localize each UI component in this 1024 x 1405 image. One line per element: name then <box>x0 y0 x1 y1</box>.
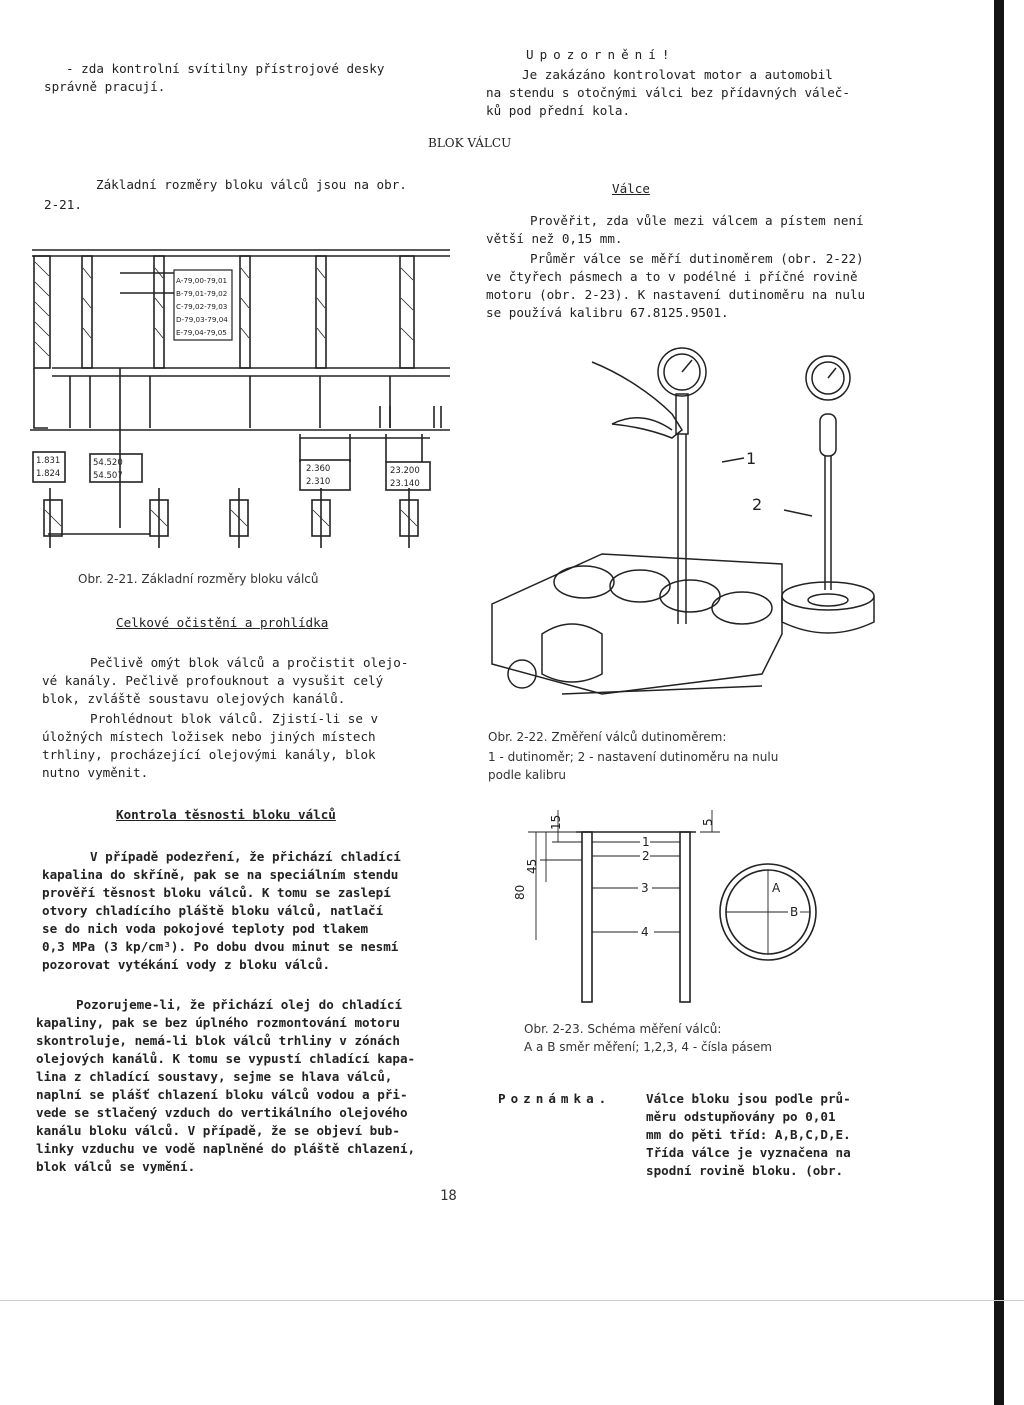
fig223-axis-a: A <box>772 881 781 895</box>
cisteni-p2-line-2: úložných místech ložisek nebo jiných místech <box>42 729 376 744</box>
poznamka-line-2: měru odstupňovány po 0,01 <box>646 1109 836 1124</box>
fig223-zone-1: 1 <box>642 835 650 849</box>
valce-p2-line-1: Průměr válce se měří dutinoměrem (obr. 2-22) <box>530 251 864 266</box>
cisteni-p2-line-3: trhliny, procházející olejovými kanály, blok <box>42 747 376 762</box>
fig221-dim2-a: 54.520 <box>93 458 123 468</box>
blok-intro-line-2: 2-21. <box>44 197 82 212</box>
fig223-zone-3: 3 <box>641 881 649 895</box>
fig221-table-row-d: D-79,03-79,04 <box>176 315 228 324</box>
fig221-dim4-b: 23.140 <box>390 479 420 489</box>
figure-2-23-caption-line-2: A a B směr měření; 1,2,3, 4 - čísla pásem <box>524 1040 772 1054</box>
intro-line-1: - zda kontrolní svítilny přístrojové desky <box>66 61 385 76</box>
blok-intro-line-1: Základní rozměry bloku válců jsou na obr. <box>96 177 407 192</box>
fig223-dim-45: 45 <box>525 858 539 874</box>
tesnost-p2-line-8: kanálu bloku válců. V případě, že se objeví bub- <box>36 1123 400 1138</box>
fig223-dim-5: 5 <box>701 818 715 826</box>
cisteni-p2-line-4: nutno vyměnit. <box>42 765 149 780</box>
fig223-zone-4: 4 <box>641 925 649 939</box>
tesnost-p2-line-2: kapaliny, pak se bez úplného rozmontování motoru <box>36 1015 400 1030</box>
tesnost-p1-line-7: pozorovat vytékání vody z bloku válců. <box>42 957 331 972</box>
upozorneni-line-3: ků pod přední kola. <box>486 103 631 118</box>
valce-p1-line-2: větší než 0,15 mm. <box>486 231 623 246</box>
tesnost-p1-line-1: V případě podezření, že přichází chladící <box>90 849 401 864</box>
tesnost-p1-line-6: 0,3 MPa (3 kp/cm³). Po dobu dvou minut se nesmí <box>42 939 399 954</box>
tesnost-p2-line-6: naplní se plášť chlazení bloku válců vodou a při- <box>36 1087 408 1102</box>
tesnost-p2-line-1: Pozorujeme-li, že přichází olej do chladící <box>76 997 403 1012</box>
figure-2-21-caption: Obr. 2-21. Základní rozměry bloku válců <box>78 572 319 586</box>
valce-p2-line-4: se používá kalibru 67.8125.9501. <box>486 305 729 320</box>
valce-p1-line-1: Prověřit, zda vůle mezi válcem a pístem není <box>530 213 864 228</box>
tesnost-p1-line-3: prověří těsnost bloku válců. K tomu se zaslepí <box>42 885 391 900</box>
intro-line-2: správně pracují. <box>44 79 166 94</box>
fig221-table-row-b: B-79,01-79,02 <box>176 289 228 298</box>
upozorneni-line-2: na stendu s otočnými válci bez přídavných váleč- <box>486 85 850 100</box>
tesnost-p2-line-10: blok válců se vymění. <box>36 1159 196 1174</box>
cisteni-p1-line-2: vé kanály. Pečlivě profouknout a vysušit celý <box>42 673 384 688</box>
tesnost-p2-line-5: lina z chladící soustavy, sejme se hlava válců, <box>36 1069 393 1084</box>
poznamka-line-5: spodní rovině bloku. (obr. <box>646 1163 844 1178</box>
cisteni-p2-line-1: Prohlédnout blok válců. Zjistí-li se v <box>90 711 379 726</box>
cisteni-p1-line-1: Pečlivě omýt blok válců a pročistit olejo- <box>90 655 409 670</box>
tesnost-p2-line-7: vede se stlačený vzduch do vertikálního olejového <box>36 1105 408 1120</box>
tesnost-p1-line-5: se do nich voda pokojové teploty pod tlakem <box>42 921 369 936</box>
valce-heading: Válce <box>612 181 650 196</box>
fig221-dim1-b: 1.824 <box>36 469 61 479</box>
figure-2-22-bore-gauge-illustration <box>482 334 892 714</box>
figure-2-22-caption-line-1: Obr. 2-22. Změření válců dutinoměrem: <box>488 730 727 744</box>
fig223-zone-2: 2 <box>642 849 650 863</box>
tesnost-p2-line-4: olejových kanálů. K tomu se vypustí chladící kapa- <box>36 1051 416 1066</box>
fig221-dim4-a: 23.200 <box>390 466 420 476</box>
tesnost-p2-line-9: linky vzduchu ve vodě naplněné do pláště chlazení, <box>36 1141 416 1156</box>
fig223-dim-80: 80 <box>513 884 527 900</box>
figure-2-23-caption-line-1: Obr. 2-23. Schéma měření válců: <box>524 1022 722 1036</box>
tesnost-p2-line-3: skontroluje, nemá-li blok válců trhliny v zónách <box>36 1033 400 1048</box>
figure-2-23-measurement-scheme <box>500 800 840 1010</box>
fig221-dim3-b: 2.310 <box>306 477 331 487</box>
figure-2-21-block-dimensions <box>30 248 455 558</box>
fig221-table-row-c: C-79,02-79,03 <box>176 302 228 311</box>
poznamka-line-3: mm do pěti tříd: A,B,C,D,E. <box>646 1127 851 1142</box>
fig221-dim2-b: 54.507 <box>93 471 123 481</box>
section-title: BLOK VÁLCU <box>428 136 512 150</box>
cisteni-p1-line-3: blok, zvláště soustavu olejových kanálů. <box>42 691 346 706</box>
upozorneni-title: Upozornění! <box>526 47 676 62</box>
page-number: 18 <box>440 1188 457 1204</box>
upozorneni-line-1: Je zakázáno kontrolovat motor a automobil <box>522 67 833 82</box>
fig222-label-2: 2 <box>752 495 763 514</box>
valce-p2-line-3: motoru (obr. 2-23). K nastavení dutinoměru na nulu <box>486 287 866 302</box>
fig221-table-row-e: E-79,04-79,05 <box>176 328 227 337</box>
poznamka-title: Poznámka. <box>498 1091 612 1106</box>
fig221-table-row-a: A-79,00-79,01 <box>176 276 228 285</box>
figure-2-22-caption-line-3: podle kalibru <box>488 768 567 782</box>
tesnost-heading: Kontrola těsnosti bloku válců <box>116 807 336 822</box>
cisteni-heading: Celkové očistění a prohlídka <box>116 615 329 630</box>
figure-2-22-caption-line-2: 1 - dutinoměr; 2 - nastavení dutinoměru na nulu <box>488 750 779 764</box>
tesnost-p1-line-2: kapalina do skříně, pak se na speciálním stendu <box>42 867 399 882</box>
poznamka-line-1: Válce bloku jsou podle prů- <box>646 1091 851 1106</box>
fig222-label-1: 1 <box>746 449 757 468</box>
valce-p2-line-2: ve čtyřech pásmech a to v podélné i příčné rovině <box>486 269 858 284</box>
scan-bottom-line <box>0 1300 1024 1301</box>
poznamka-line-4: Třída válce je vyznačena na <box>646 1145 851 1160</box>
fig221-dim1-a: 1.831 <box>36 456 61 466</box>
scan-edge-shadow <box>994 0 1004 1405</box>
fig221-dim3-a: 2.360 <box>306 464 331 474</box>
fig223-axis-b: B <box>790 905 799 919</box>
tesnost-p1-line-4: otvory chladícího pláště bloku válců, natlačí <box>42 903 384 918</box>
fig223-dim-15: 15 <box>549 814 563 830</box>
